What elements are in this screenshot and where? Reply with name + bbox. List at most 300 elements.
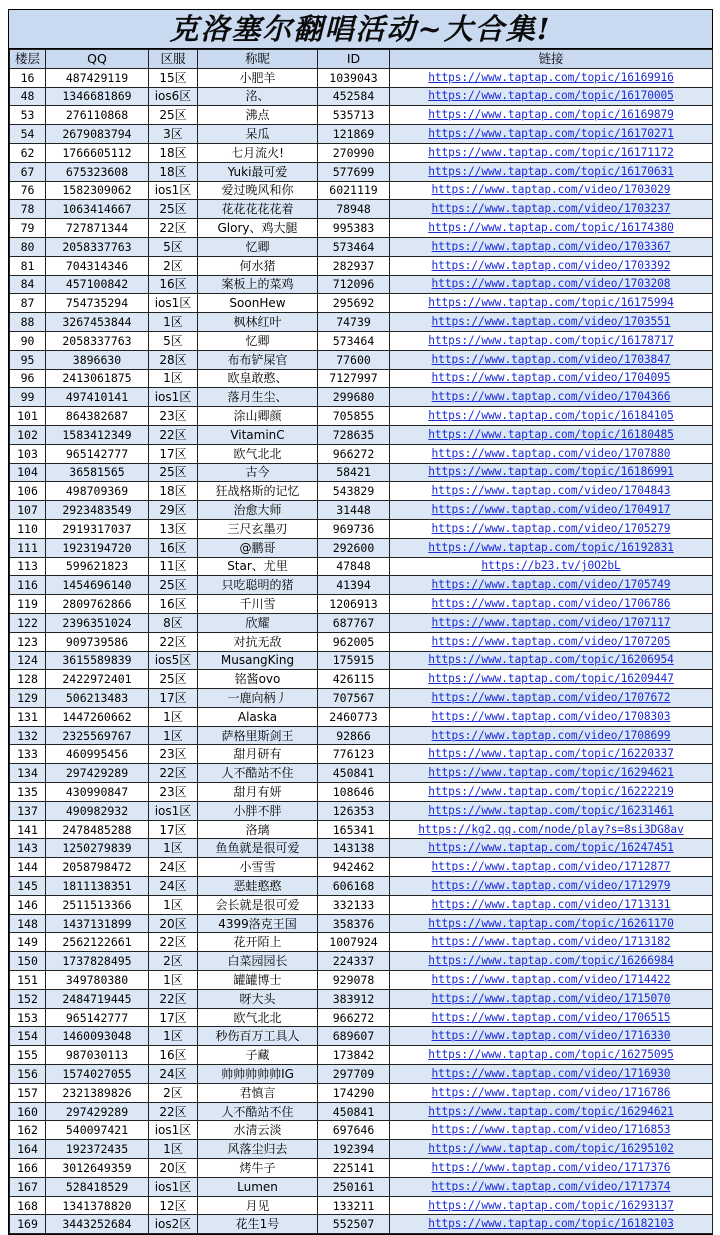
cell-nickname: 花开陌上 (198, 933, 318, 952)
cell-qq: 2919317037 (46, 519, 149, 538)
cell-floor: 151 (10, 971, 46, 990)
cell-floor: 113 (10, 557, 46, 576)
cell-link[interactable]: https://www.taptap.com/topic/16209447 (390, 670, 713, 689)
cell-floor: 152 (10, 989, 46, 1008)
cell-qq: 2058337763 (46, 237, 149, 256)
cell-link[interactable]: https://www.taptap.com/video/1712877 (390, 858, 713, 877)
table-row (10, 971, 713, 990)
cell-id: 292600 (318, 538, 390, 557)
cell-id: 962005 (318, 632, 390, 651)
cell-server: 1区 (149, 726, 198, 745)
cell-id: 1039043 (318, 68, 390, 87)
cell-nickname: 只吃聪明的猪 (198, 576, 318, 595)
cell-id: 606168 (318, 877, 390, 896)
cell-link[interactable]: https://www.taptap.com/topic/16174380 (390, 219, 713, 238)
cell-link[interactable]: https://www.taptap.com/video/1717374 (390, 1177, 713, 1196)
cell-link[interactable]: https://www.taptap.com/video/1706786 (390, 595, 713, 614)
cell-floor: 16 (10, 68, 46, 87)
cell-qq: 457100842 (46, 275, 149, 294)
cell-link[interactable]: https://www.taptap.com/topic/16293137 (390, 1196, 713, 1215)
cell-id: 995383 (318, 219, 390, 238)
table-row (10, 181, 713, 200)
table-row (10, 200, 713, 219)
cell-nickname: 对抗无敌 (198, 632, 318, 651)
cell-link[interactable]: https://www.taptap.com/topic/16192831 (390, 538, 713, 557)
cell-nickname: 甜月研有 (198, 745, 318, 764)
cell-qq: 1250279839 (46, 839, 149, 858)
cell-link[interactable]: https://www.taptap.com/topic/16169879 (390, 106, 713, 125)
cell-id: 332133 (318, 895, 390, 914)
cell-link[interactable]: https://www.taptap.com/topic/16170271 (390, 125, 713, 144)
cell-nickname: SoonHew (198, 294, 318, 313)
cell-link[interactable]: https://www.taptap.com/video/1703551 (390, 313, 713, 332)
table-row (10, 933, 713, 952)
cell-nickname: @鹏哥 (198, 538, 318, 557)
table-row (10, 1196, 713, 1215)
cell-floor: 123 (10, 632, 46, 651)
cell-link[interactable]: https://www.taptap.com/video/1707880 (390, 444, 713, 463)
cell-floor: 122 (10, 613, 46, 632)
cell-nickname: 呀大头 (198, 989, 318, 1008)
cell-link[interactable]: https://www.taptap.com/video/1708303 (390, 707, 713, 726)
cell-floor: 143 (10, 839, 46, 858)
cell-server: 18区 (149, 482, 198, 501)
table-row (10, 87, 713, 106)
cell-qq: 276110868 (46, 106, 149, 125)
cell-qq: 297429289 (46, 1102, 149, 1121)
cell-server: 13区 (149, 519, 198, 538)
cell-qq: 1437131899 (46, 914, 149, 933)
cell-nickname: 小胖不胖 (198, 801, 318, 820)
cell-nickname: 呆瓜 (198, 125, 318, 144)
cell-server: 1区 (149, 369, 198, 388)
cell-qq: 965142777 (46, 1008, 149, 1027)
cell-floor: 164 (10, 1140, 46, 1159)
cell-nickname: 何水猪 (198, 256, 318, 275)
cell-qq: 2484719445 (46, 989, 149, 1008)
cell-server: 22区 (149, 632, 198, 651)
cell-link[interactable]: https://www.taptap.com/video/1704917 (390, 501, 713, 520)
cell-link[interactable]: https://www.taptap.com/video/1704843 (390, 482, 713, 501)
cell-server: 22区 (149, 1102, 198, 1121)
cell-link[interactable]: https://www.taptap.com/topic/16261170 (390, 914, 713, 933)
cell-server: 2区 (149, 256, 198, 275)
table-row (10, 877, 713, 896)
cell-server: 28区 (149, 350, 198, 369)
cell-link[interactable]: https://www.taptap.com/video/1704095 (390, 369, 713, 388)
cell-nickname: Alaska (198, 707, 318, 726)
cell-server: 22区 (149, 219, 198, 238)
cell-floor: 153 (10, 1008, 46, 1027)
cell-id: 776123 (318, 745, 390, 764)
cell-link[interactable]: https://www.taptap.com/topic/16171172 (390, 143, 713, 162)
cell-server: 1区 (149, 313, 198, 332)
cell-server: 22区 (149, 764, 198, 783)
table-row (10, 501, 713, 520)
cell-id: 250161 (318, 1177, 390, 1196)
cell-qq: 1063414667 (46, 200, 149, 219)
cell-server: 22区 (149, 989, 198, 1008)
table-row (10, 519, 713, 538)
cell-link[interactable]: https://www.taptap.com/video/1715070 (390, 989, 713, 1008)
cell-qq: 192372435 (46, 1140, 149, 1159)
cell-server: ios6区 (149, 87, 198, 106)
cell-link[interactable]: https://www.taptap.com/topic/16178717 (390, 331, 713, 350)
cell-nickname: 月见 (198, 1196, 318, 1215)
table-row (10, 143, 713, 162)
cell-nickname: 欧气北北 (198, 444, 318, 463)
table-row (10, 407, 713, 426)
cell-link[interactable]: https://www.taptap.com/video/1703392 (390, 256, 713, 275)
cell-floor: 132 (10, 726, 46, 745)
cell-link[interactable]: https://www.taptap.com/video/1708699 (390, 726, 713, 745)
cell-qq: 2511513366 (46, 895, 149, 914)
cell-qq: 727871344 (46, 219, 149, 238)
cell-server: ios1区 (149, 181, 198, 200)
cell-link[interactable]: https://www.taptap.com/topic/16266984 (390, 952, 713, 971)
cell-qq: 2058798472 (46, 858, 149, 877)
cell-floor: 135 (10, 783, 46, 802)
table-row (10, 820, 713, 839)
cell-qq: 2923483549 (46, 501, 149, 520)
cell-qq: 3012649359 (46, 1159, 149, 1178)
cell-nickname: 洺、 (198, 87, 318, 106)
cell-server: 23区 (149, 407, 198, 426)
cell-server: 20区 (149, 914, 198, 933)
cell-qq: 2396351024 (46, 613, 149, 632)
cell-link[interactable]: https://www.taptap.com/video/1717376 (390, 1159, 713, 1178)
cell-id: 7127997 (318, 369, 390, 388)
cell-nickname: 甜月有妍 (198, 783, 318, 802)
cell-floor: 101 (10, 407, 46, 426)
spreadsheet (8, 9, 713, 1235)
cell-server: 16区 (149, 275, 198, 294)
cell-link[interactable]: https://www.taptap.com/topic/16275095 (390, 1046, 713, 1065)
cell-link[interactable]: https://www.taptap.com/video/1713182 (390, 933, 713, 952)
cell-server: 20区 (149, 1159, 198, 1178)
table-row (10, 350, 713, 369)
cell-link[interactable]: https://b23.tv/j0O2bL (390, 557, 713, 576)
cell-floor: 87 (10, 294, 46, 313)
cell-link[interactable]: https://www.taptap.com/video/1707672 (390, 689, 713, 708)
cell-id: 705855 (318, 407, 390, 426)
cell-link[interactable]: https://www.taptap.com/topic/16294621 (390, 1102, 713, 1121)
cell-link[interactable]: https://www.taptap.com/topic/16220337 (390, 745, 713, 764)
table-row (10, 632, 713, 651)
cell-floor: 78 (10, 200, 46, 219)
cell-id: 126353 (318, 801, 390, 820)
cell-id: 969736 (318, 519, 390, 538)
cell-server: 25区 (149, 106, 198, 125)
cell-floor: 88 (10, 313, 46, 332)
cell-id: 174290 (318, 1083, 390, 1102)
cell-id: 41394 (318, 576, 390, 595)
cell-nickname: 案板上的菜鸡 (198, 275, 318, 294)
cell-id: 31448 (318, 501, 390, 520)
cell-link[interactable]: https://www.taptap.com/video/1703237 (390, 200, 713, 219)
cell-link[interactable]: https://www.taptap.com/topic/16184105 (390, 407, 713, 426)
cell-qq: 675323608 (46, 162, 149, 181)
cell-id: 299680 (318, 388, 390, 407)
cell-server: 22区 (149, 425, 198, 444)
cell-link[interactable]: https://www.taptap.com/topic/16182103 (390, 1215, 713, 1234)
cell-floor: 145 (10, 877, 46, 896)
cell-server: 24区 (149, 877, 198, 896)
cell-link[interactable]: https://www.taptap.com/video/1716330 (390, 1027, 713, 1046)
cell-nickname: 忆卿 (198, 237, 318, 256)
table-row (10, 1102, 713, 1121)
cell-nickname: 洛璃 (198, 820, 318, 839)
cell-qq: 1583412349 (46, 425, 149, 444)
cell-floor: 104 (10, 463, 46, 482)
table-row (10, 576, 713, 595)
cell-floor: 96 (10, 369, 46, 388)
cell-server: ios1区 (149, 294, 198, 313)
cell-link[interactable]: https://www.taptap.com/video/1705279 (390, 519, 713, 538)
cell-id: 966272 (318, 1008, 390, 1027)
cell-server: 1区 (149, 839, 198, 858)
table-row (10, 68, 713, 87)
cell-qq: 1574027055 (46, 1065, 149, 1084)
cell-qq: 490982932 (46, 801, 149, 820)
cell-server: 25区 (149, 463, 198, 482)
cell-qq: 1447260662 (46, 707, 149, 726)
cell-id: 552507 (318, 1215, 390, 1234)
table-row (10, 162, 713, 181)
cell-server: 25区 (149, 576, 198, 595)
cell-id: 697646 (318, 1121, 390, 1140)
cell-server: 23区 (149, 745, 198, 764)
sheet-title: 克洛塞尔翻唱活动~大合集! (9, 10, 712, 49)
table-row (10, 125, 713, 144)
cell-id: 143138 (318, 839, 390, 858)
cell-server: 1区 (149, 1027, 198, 1046)
cell-link[interactable]: https://www.taptap.com/topic/16180485 (390, 425, 713, 444)
cell-nickname: 古今 (198, 463, 318, 482)
table-row (10, 745, 713, 764)
cell-floor: 103 (10, 444, 46, 463)
cell-nickname: 4399洛克王国 (198, 914, 318, 933)
cell-server: 1区 (149, 895, 198, 914)
cell-server: 17区 (149, 689, 198, 708)
cell-floor: 106 (10, 482, 46, 501)
table-row (10, 613, 713, 632)
cell-id: 173842 (318, 1046, 390, 1065)
cell-link[interactable]: https://www.taptap.com/topic/16222219 (390, 783, 713, 802)
cell-link[interactable]: https://www.taptap.com/video/1713131 (390, 895, 713, 914)
cell-id: 295692 (318, 294, 390, 313)
cell-nickname: 人不酷站不住 (198, 764, 318, 783)
cell-qq: 36581565 (46, 463, 149, 482)
cell-qq: 1460093048 (46, 1027, 149, 1046)
cell-nickname: 欧皇敢憨、 (198, 369, 318, 388)
cell-qq: 497410141 (46, 388, 149, 407)
cell-link[interactable]: https://www.taptap.com/topic/16295102 (390, 1140, 713, 1159)
cell-floor: 167 (10, 1177, 46, 1196)
cell-floor: 169 (10, 1215, 46, 1234)
cell-id: 270990 (318, 143, 390, 162)
header-row (10, 50, 713, 69)
cell-nickname: 鱼鱼就是很可爱 (198, 839, 318, 858)
cell-floor: 134 (10, 764, 46, 783)
cell-floor: 137 (10, 801, 46, 820)
table-row (10, 331, 713, 350)
cell-id: 383912 (318, 989, 390, 1008)
cell-link[interactable]: https://www.taptap.com/topic/16170005 (390, 87, 713, 106)
table-row (10, 1046, 713, 1065)
cell-qq: 3896630 (46, 350, 149, 369)
cell-floor: 90 (10, 331, 46, 350)
cell-server: 1区 (149, 1140, 198, 1159)
cell-server: 18区 (149, 143, 198, 162)
cell-floor: 95 (10, 350, 46, 369)
table-row (10, 313, 713, 332)
cell-server: 5区 (149, 331, 198, 350)
cell-id: 689607 (318, 1027, 390, 1046)
cell-floor: 116 (10, 576, 46, 595)
cell-link[interactable]: https://www.taptap.com/video/1703847 (390, 350, 713, 369)
cell-link[interactable]: https://www.taptap.com/video/1703208 (390, 275, 713, 294)
cell-link[interactable]: https://www.taptap.com/video/1714422 (390, 971, 713, 990)
cell-nickname: 人不酷站不住 (198, 1102, 318, 1121)
cell-server: 8区 (149, 613, 198, 632)
cell-floor: 76 (10, 181, 46, 200)
cell-qq: 1341378820 (46, 1196, 149, 1215)
cell-nickname: 花花花花花着 (198, 200, 318, 219)
cell-link[interactable]: https://www.taptap.com/topic/16247451 (390, 839, 713, 858)
cell-floor: 128 (10, 670, 46, 689)
cell-link[interactable]: https://www.taptap.com/video/1707117 (390, 613, 713, 632)
table-row (10, 989, 713, 1008)
cell-server: 17区 (149, 1008, 198, 1027)
cell-id: 712096 (318, 275, 390, 294)
table-row (10, 651, 713, 670)
table-row (10, 538, 713, 557)
cell-server: ios1区 (149, 801, 198, 820)
cell-id: 942462 (318, 858, 390, 877)
cell-floor: 141 (10, 820, 46, 839)
cell-qq: 1811138351 (46, 877, 149, 896)
cell-link[interactable]: https://www.taptap.com/topic/16231461 (390, 801, 713, 820)
cell-floor: 148 (10, 914, 46, 933)
cell-nickname: 欣耀 (198, 613, 318, 632)
cell-link[interactable]: https://www.taptap.com/video/1703367 (390, 237, 713, 256)
cell-id: 577699 (318, 162, 390, 181)
cell-link[interactable]: https://www.taptap.com/video/1706515 (390, 1008, 713, 1027)
cell-server: 11区 (149, 557, 198, 576)
table-row (10, 764, 713, 783)
cell-server: 15区 (149, 68, 198, 87)
cell-link[interactable]: https://www.taptap.com/video/1716930 (390, 1065, 713, 1084)
cell-nickname: 罐罐博士 (198, 971, 318, 990)
cell-link[interactable]: https://www.taptap.com/video/1703029 (390, 181, 713, 200)
cell-qq: 2321389826 (46, 1083, 149, 1102)
cell-server: 12区 (149, 1196, 198, 1215)
table-row (10, 482, 713, 501)
cell-link[interactable]: https://www.taptap.com/topic/16206954 (390, 651, 713, 670)
cell-qq: 487429119 (46, 68, 149, 87)
cell-server: 18区 (149, 162, 198, 181)
cell-server: ios1区 (149, 1121, 198, 1140)
cell-link[interactable]: https://www.taptap.com/video/1707205 (390, 632, 713, 651)
cell-qq: 498709369 (46, 482, 149, 501)
cell-link[interactable]: https://www.taptap.com/video/1716853 (390, 1121, 713, 1140)
cell-id: 966272 (318, 444, 390, 463)
cell-qq: 1454696140 (46, 576, 149, 595)
cell-link[interactable]: https://www.taptap.com/video/1712979 (390, 877, 713, 896)
cell-server: 17区 (149, 820, 198, 839)
table-row (10, 369, 713, 388)
table-row (10, 914, 713, 933)
cell-qq: 754735294 (46, 294, 149, 313)
cell-id: 121869 (318, 125, 390, 144)
cell-qq: 2422972401 (46, 670, 149, 689)
cell-qq: 540097421 (46, 1121, 149, 1140)
cell-server: ios1区 (149, 388, 198, 407)
cell-floor: 80 (10, 237, 46, 256)
cell-id: 224337 (318, 952, 390, 971)
cell-link[interactable]: https://www.taptap.com/topic/16170631 (390, 162, 713, 181)
table-row (10, 1027, 713, 1046)
cell-floor: 160 (10, 1102, 46, 1121)
cell-id: 225141 (318, 1159, 390, 1178)
cell-floor: 48 (10, 87, 46, 106)
cell-nickname: 秒伤百万工具人 (198, 1027, 318, 1046)
cell-id: 47848 (318, 557, 390, 576)
cell-link[interactable]: https://www.taptap.com/video/1716786 (390, 1083, 713, 1102)
cell-id: 282937 (318, 256, 390, 275)
cell-link[interactable]: https://www.taptap.com/topic/16175994 (390, 294, 713, 313)
cell-id: 358376 (318, 914, 390, 933)
cell-link[interactable]: https://www.taptap.com/video/1704366 (390, 388, 713, 407)
cell-server: 23区 (149, 783, 198, 802)
table-row (10, 689, 713, 708)
cell-id: 165341 (318, 820, 390, 839)
cell-nickname: 治愈大师 (198, 501, 318, 520)
cell-id: 543829 (318, 482, 390, 501)
table-row (10, 595, 713, 614)
cell-floor: 150 (10, 952, 46, 971)
cell-id: 450841 (318, 1102, 390, 1121)
cell-nickname: Yuki最可爱 (198, 162, 318, 181)
cell-floor: 149 (10, 933, 46, 952)
cell-link[interactable]: https://www.taptap.com/topic/16169916 (390, 68, 713, 87)
header-nickname: 称昵 (198, 50, 318, 69)
cell-link[interactable]: https://kg2.qq.com/node/play?s=8si3DG8av (390, 820, 713, 839)
cell-id: 2460773 (318, 707, 390, 726)
cell-qq: 909739586 (46, 632, 149, 651)
table-row (10, 1177, 713, 1196)
cell-id: 6021119 (318, 181, 390, 200)
table-row (10, 1215, 713, 1234)
table-row (10, 256, 713, 275)
cell-id: 74739 (318, 313, 390, 332)
cell-link[interactable]: https://www.taptap.com/video/1705749 (390, 576, 713, 595)
table-row (10, 444, 713, 463)
cell-floor: 119 (10, 595, 46, 614)
cell-id: 535713 (318, 106, 390, 125)
cell-server: ios1区 (149, 1177, 198, 1196)
cell-floor: 62 (10, 143, 46, 162)
cell-link[interactable]: https://www.taptap.com/topic/16294621 (390, 764, 713, 783)
cell-server: 29区 (149, 501, 198, 520)
cell-link[interactable]: https://www.taptap.com/topic/16186991 (390, 463, 713, 482)
cell-nickname: 沸点 (198, 106, 318, 125)
cell-floor: 124 (10, 651, 46, 670)
cell-nickname: Star、尤里 (198, 557, 318, 576)
cell-nickname: 白菜园园长 (198, 952, 318, 971)
cell-nickname: 烤牛子 (198, 1159, 318, 1178)
